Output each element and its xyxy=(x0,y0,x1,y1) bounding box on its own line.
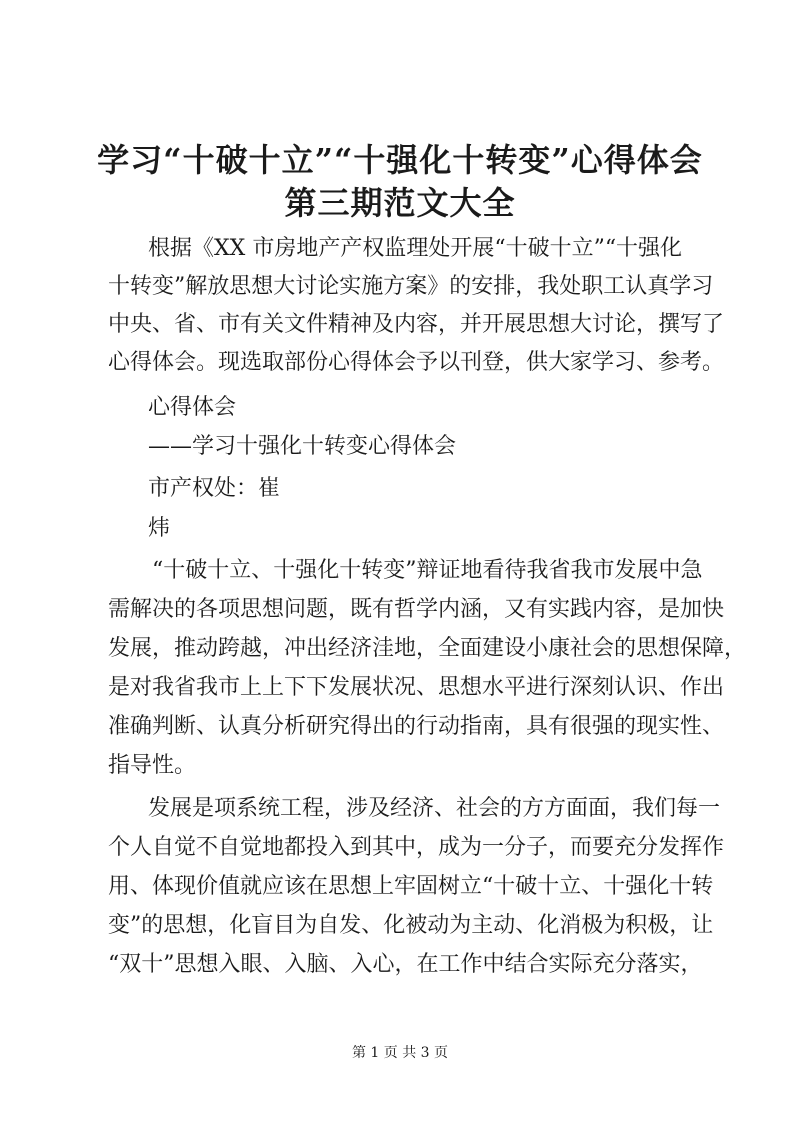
document-title-line-1: 学习“十破十立”“十强化十转变”心得体会 xyxy=(97,141,703,179)
paragraph-1-line: 指导性。 xyxy=(108,753,197,778)
intro-line: 根据《XX 市房地产产权监理处开展“十破十立”“十强化 xyxy=(148,236,683,261)
section-heading: 心得体会 xyxy=(148,395,237,420)
author-name-continued: 炜 xyxy=(148,516,171,541)
paragraph-2-line: “双十”思想入眼、入脑、入心，在工作中结合实际充分落实， xyxy=(108,952,703,977)
paragraph-2-line: 发展是项系统工程，涉及经济、社会的方方面面，我们每一 xyxy=(148,796,721,821)
paragraph-2-line: 用、体现价值就应该在思想上牢固树立“十破十立、十强化十转 xyxy=(108,874,714,899)
intro-line: 中央、省、市有关文件精神及内容，并开展思想大讨论，撰写了 xyxy=(108,312,725,337)
author-line: 市产权处：崔 xyxy=(148,476,281,501)
paragraph-1-line: 需解决的各项思想问题，既有哲学内涵，又有实践内容，是加快 xyxy=(108,597,725,622)
document-title-line-2: 第三期范文大全 xyxy=(284,184,516,222)
page-number-footer: 第 1 页 共 3 页 xyxy=(351,1045,449,1061)
paragraph-2-line: 个人自觉不自觉地都投入到其中，成为一分子，而要充分发挥作 xyxy=(108,835,725,860)
paragraph-2-line: 变”的思想，化盲目为自发、化被动为主动、化消极为积极，让 xyxy=(108,913,714,938)
paragraph-1-line: 发展，推动跨越，冲出经济洼地，全面建设小康社会的思想保障， xyxy=(108,636,747,661)
paragraph-1-line: “十破十立、十强化十转变”辩证地看待我省我市发展中急 xyxy=(152,558,703,583)
paragraph-1-line: 准确判断、认真分析研究得出的行动指南，具有很强的现实性、 xyxy=(108,714,725,739)
paragraph-1-line: 是对我省我市上上下下发展状况、思想水平进行深刻认识、作出 xyxy=(108,675,725,700)
intro-line: 心得体会。现选取部份心得体会予以刊登，供大家学习、参考。 xyxy=(108,350,725,375)
section-subheading: ——学习十强化十转变心得体会 xyxy=(148,434,457,459)
intro-line: 十转变”解放思想大讨论实施方案》的安排，我处职工认真学习 xyxy=(108,274,714,299)
